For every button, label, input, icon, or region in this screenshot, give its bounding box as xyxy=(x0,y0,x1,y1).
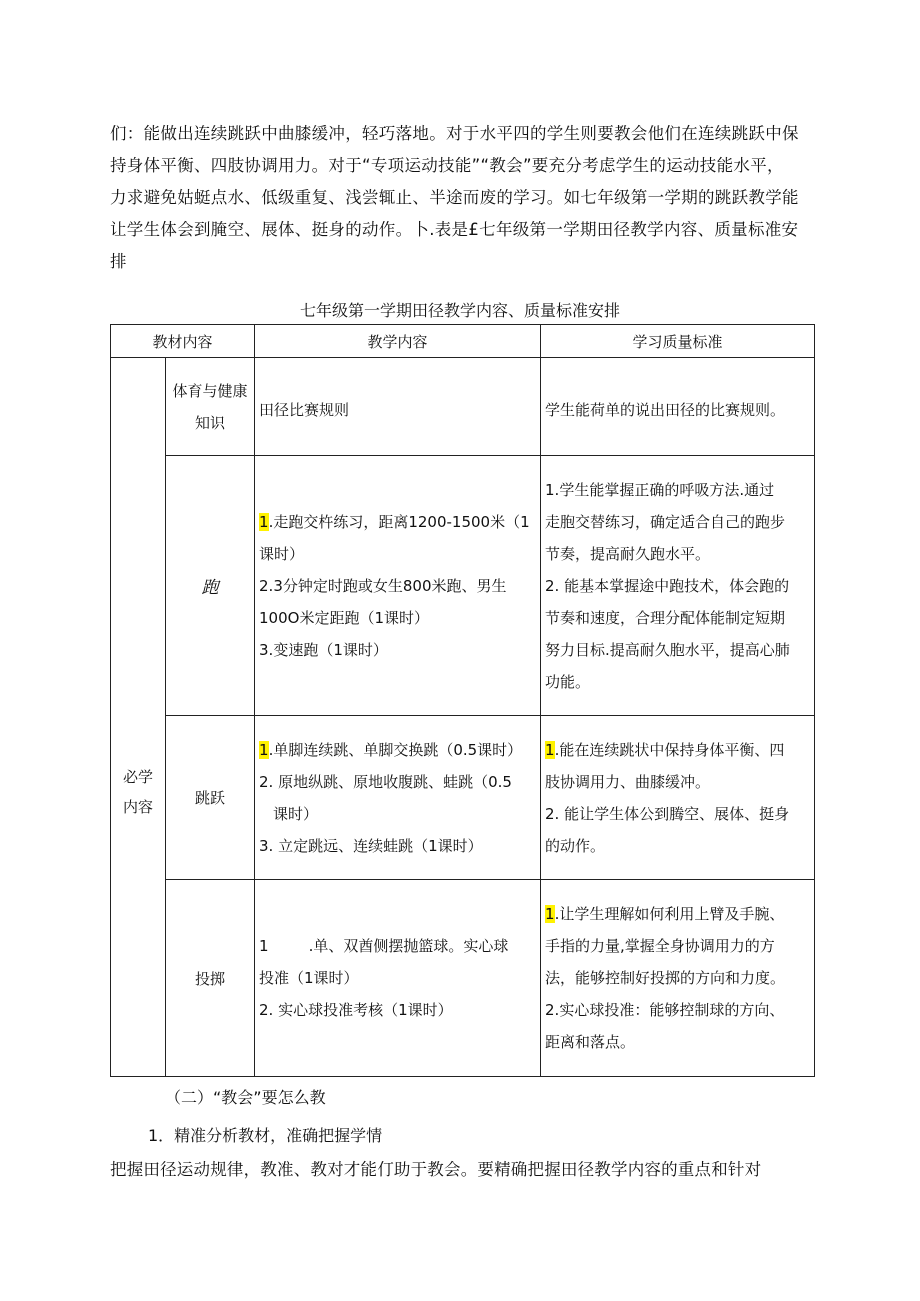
teaching-content-table xyxy=(110,324,815,1077)
topic-cell xyxy=(166,456,255,716)
table-row xyxy=(111,358,815,456)
intro-line: 让学生体会到腌空、展体、挺身的动作。卜.表是£七年级第一学期田径教学内容、质量标准安 xyxy=(110,220,799,239)
section-body: 把握田径运动规律，教准、教对才能仃助于教会。要精确把握田径教学内容的重点和针对 xyxy=(110,1160,762,1179)
content-line: 田径比赛规则 xyxy=(259,401,350,419)
intro-line: 们：能做出连续跳跃中曲膝缓冲，轻巧落地。对于水平四的学生则要教会他们在连续跳跃中保 xyxy=(110,124,799,143)
standard-cell xyxy=(541,880,815,1077)
content-line: 1.单脚连续跳、单脚交换跳（0.5课时） xyxy=(259,740,523,759)
content-line: 100O米定距跑（1课时） xyxy=(259,608,429,627)
highlight-mark: 1 xyxy=(545,905,555,923)
header-teaching-content: 教学内容 xyxy=(255,325,541,358)
highlight-mark: 1 xyxy=(259,512,269,531)
table-row xyxy=(111,880,815,1077)
topic-label: 跳跃 xyxy=(195,789,226,807)
content-cell xyxy=(255,716,541,880)
table-row xyxy=(111,716,815,880)
topic-label: 跑 xyxy=(201,578,219,598)
standard-cell xyxy=(541,716,815,880)
standard-line: 2. 能让学生体公到腾空、展体、挺身 xyxy=(545,804,790,823)
standard-line: 距离和落点。 xyxy=(545,1033,636,1051)
table-row xyxy=(111,456,815,716)
content-line: 3.变速跑（1课时） xyxy=(259,640,388,659)
standard-line: 学生能荷单的说出田径的比赛规则。 xyxy=(545,401,786,419)
table-caption: 七年级第一学期田径教学内容、质量标准安排 xyxy=(299,301,620,320)
list-number: 1 xyxy=(259,937,269,955)
content-line: 课时） xyxy=(273,804,319,823)
content-line: 2. 实心球投准考核（1课时） xyxy=(259,1001,453,1019)
content-cell xyxy=(255,880,541,1077)
intro-line: 力求避免姑蜓点水、低级重复、浅尝辄止、半途而废的学习。如七年级第一学期的跳跃教学能 xyxy=(110,188,799,207)
section-subheading: 1．精准分析教材，准确把握学情 xyxy=(148,1126,383,1145)
standard-line: 节奏和速度，合理分配体能制定短期 xyxy=(545,608,786,627)
category-cell xyxy=(111,358,166,1077)
standard-line: 走胞交替练习，确定适合自己的跑步 xyxy=(545,512,786,531)
content-line: 1.走跑交杵练习，距离1200-1500米（1 xyxy=(259,512,530,531)
standard-line: 努力目标.提高耐久胞水平，提高心肺 xyxy=(545,640,790,659)
standard-cell xyxy=(541,456,815,716)
header-quality-standard: 学习质量标准 xyxy=(541,325,815,358)
standard-line: 的动作。 xyxy=(545,836,606,855)
standard-line: 1.能在连续跳状中保持身体平衡、四 xyxy=(545,740,785,759)
table-header-row xyxy=(111,325,815,358)
standard-line: 1.学生能掌握正确的呼吸方法.通过 xyxy=(545,480,775,499)
category-label: 必学 xyxy=(122,768,153,786)
highlight-mark: 1 xyxy=(545,740,555,759)
standard-line: 法，能够控制好投掷的方向和力度。 xyxy=(545,969,786,987)
topic-label: 投掷 xyxy=(195,969,226,988)
highlight-mark: 1 xyxy=(259,740,269,759)
content-line: 2. 原地纵跳、原地收腹跳、蛙跳（0.5 xyxy=(259,772,512,791)
topic-cell xyxy=(166,716,255,880)
intro-paragraph xyxy=(110,118,820,278)
content-line: 课时） xyxy=(259,544,305,563)
category-label: 内容 xyxy=(122,798,153,816)
content-line: 投准（1课时） xyxy=(259,969,359,987)
content-line: 3. 立定跳远、连续蛙跳（1课时） xyxy=(259,836,483,855)
topic-cell xyxy=(166,880,255,1077)
standard-line: 2. 能基本掌握途中跑技术，体会跑的 xyxy=(545,576,790,595)
intro-line: 排 xyxy=(110,252,127,271)
content-line: 1 .单、双酋侧摆抛篮球。实心球 xyxy=(259,937,509,955)
standard-line: 手指的力量,掌握全身协调用力的方 xyxy=(545,937,775,955)
topic-label: 体育与健康 xyxy=(172,381,248,400)
content-cell xyxy=(255,358,541,456)
standard-line: 1.让学生理解如何利用上臂及手腕、 xyxy=(545,905,785,923)
topic-label: 知识 xyxy=(195,413,226,432)
content-line: 2.3分钟定时跑或女生800米跑、男生 xyxy=(259,576,507,595)
header-materials: 教材内容 xyxy=(111,325,255,358)
standard-line: 功能。 xyxy=(545,672,591,691)
standard-line: 节奏，提高耐久跑水平。 xyxy=(545,544,711,563)
intro-line: 持身体平衡、四肢协调用力。对于“专项运动技能”“教会”要充分考虑学生的运动技能水平， xyxy=(110,156,784,175)
standard-line: 肢协调用力、曲膝缓冲。 xyxy=(545,772,711,791)
content-cell xyxy=(255,456,541,716)
section-heading: （二）“教会”要怎么教 xyxy=(165,1088,326,1107)
standard-cell xyxy=(541,358,815,456)
topic-cell xyxy=(166,358,255,456)
standard-line: 2.实心球投准：能够控制球的方向、 xyxy=(545,1001,785,1019)
